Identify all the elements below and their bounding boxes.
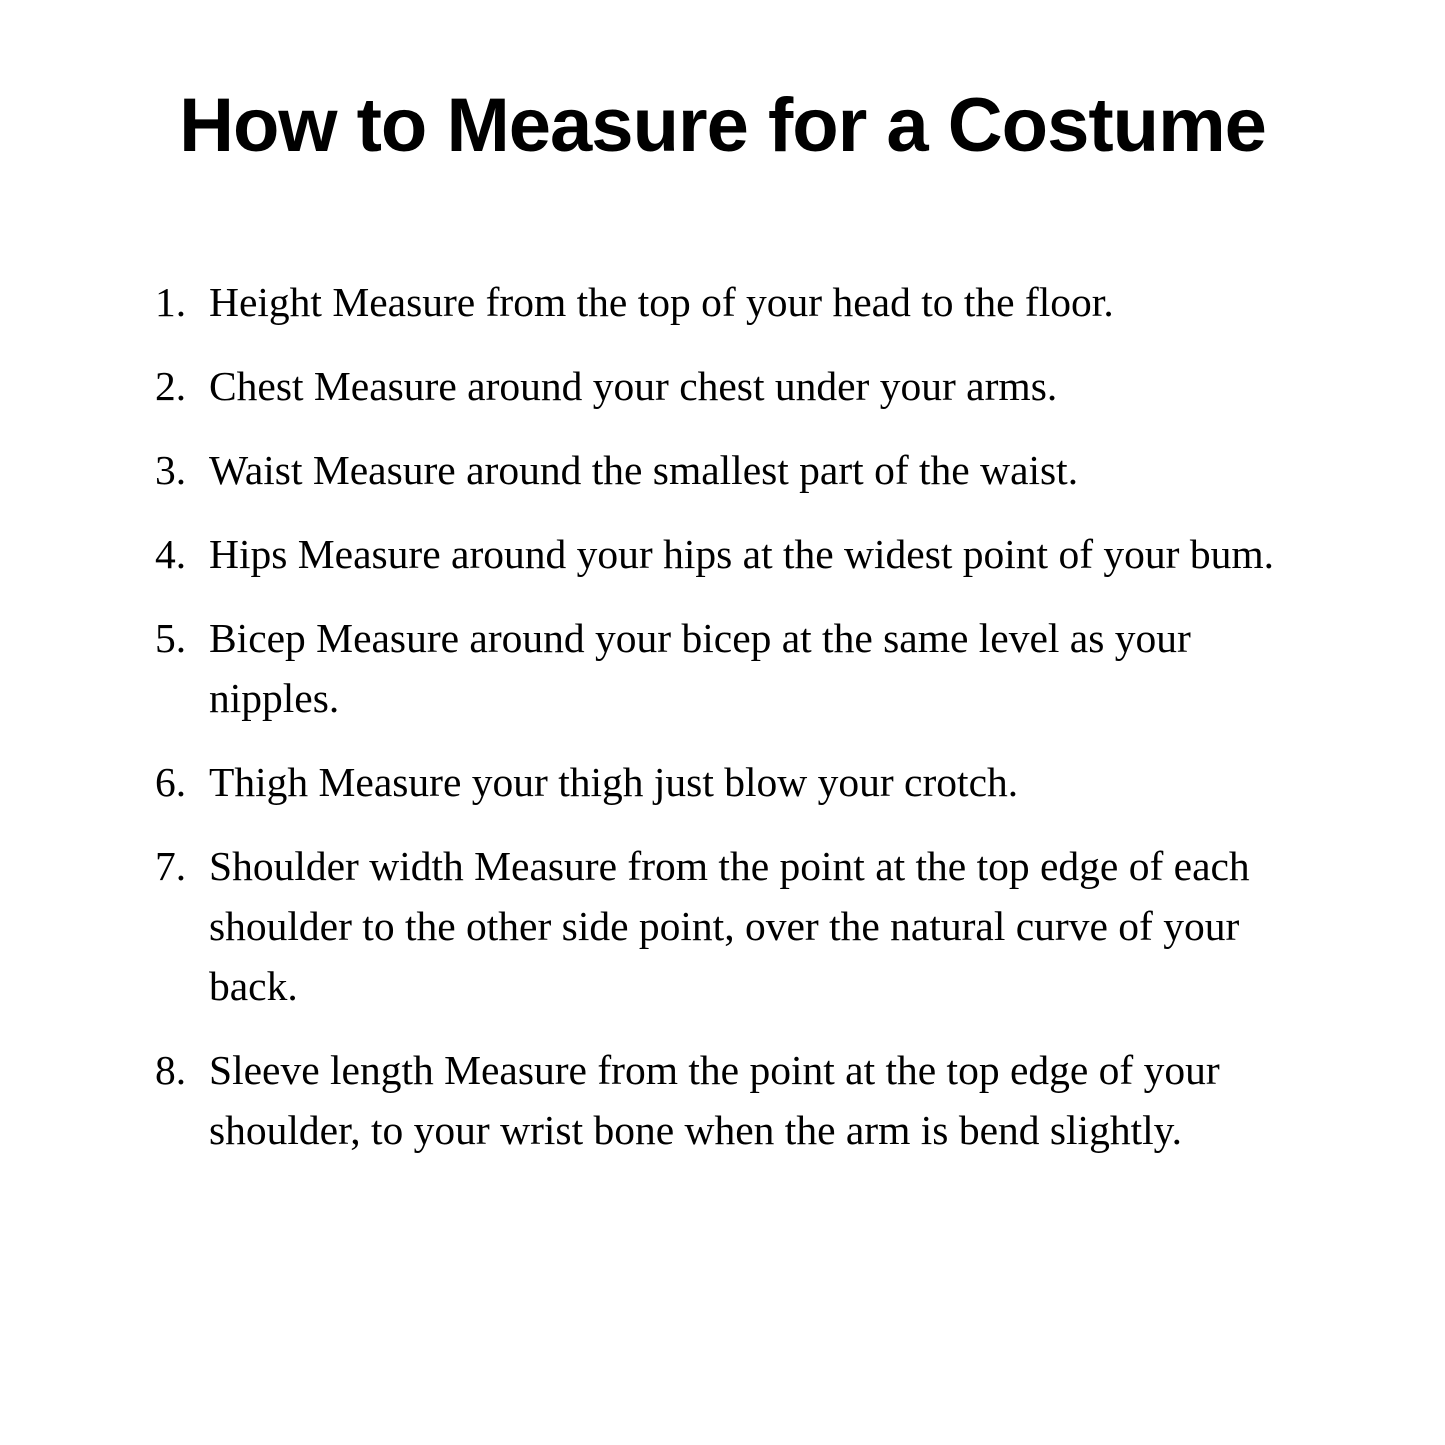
step-number: 4.: [155, 531, 187, 577]
step-sleeve-length: [155, 1040, 1325, 1160]
step-waist: [155, 440, 1325, 500]
step-text: Sleeve length Measure from the point at the top edge of your shoulder, to your wrist bone when the arm is bend slightly.: [209, 1047, 1220, 1153]
step-number: 1.: [155, 279, 187, 325]
step-number: 3.: [155, 447, 187, 493]
step-text: Hips Measure around your hips at the widest point of your bum.: [209, 531, 1274, 577]
step-number: 5.: [155, 615, 187, 661]
step-height: [155, 272, 1325, 332]
step-text: Thigh Measure your thigh just blow your crotch.: [209, 759, 1019, 805]
step-bicep: [155, 608, 1325, 728]
step-number: 7.: [155, 843, 187, 889]
step-text: Bicep Measure around your bicep at the same level as your nipples.: [209, 615, 1191, 721]
step-text: Shoulder width Measure from the point at the top edge of each shoulder to the other side point, over the natural curve of your back.: [209, 843, 1250, 1009]
step-hips: [155, 524, 1325, 584]
step-text: Height Measure from the top of your head to the floor.: [209, 279, 1114, 325]
step-text: Chest Measure around your chest under your arms.: [209, 363, 1058, 409]
step-text: Waist Measure around the smallest part of the waist.: [209, 447, 1079, 493]
step-number: 8.: [155, 1047, 187, 1093]
step-shoulder-width: [155, 836, 1325, 1016]
page-title: How to Measure for a Costume: [179, 83, 1266, 168]
measurement-steps-list: [155, 272, 1325, 1184]
step-chest: [155, 356, 1325, 416]
step-thigh: [155, 752, 1325, 812]
step-number: 6.: [155, 759, 187, 805]
step-number: 2.: [155, 363, 187, 409]
